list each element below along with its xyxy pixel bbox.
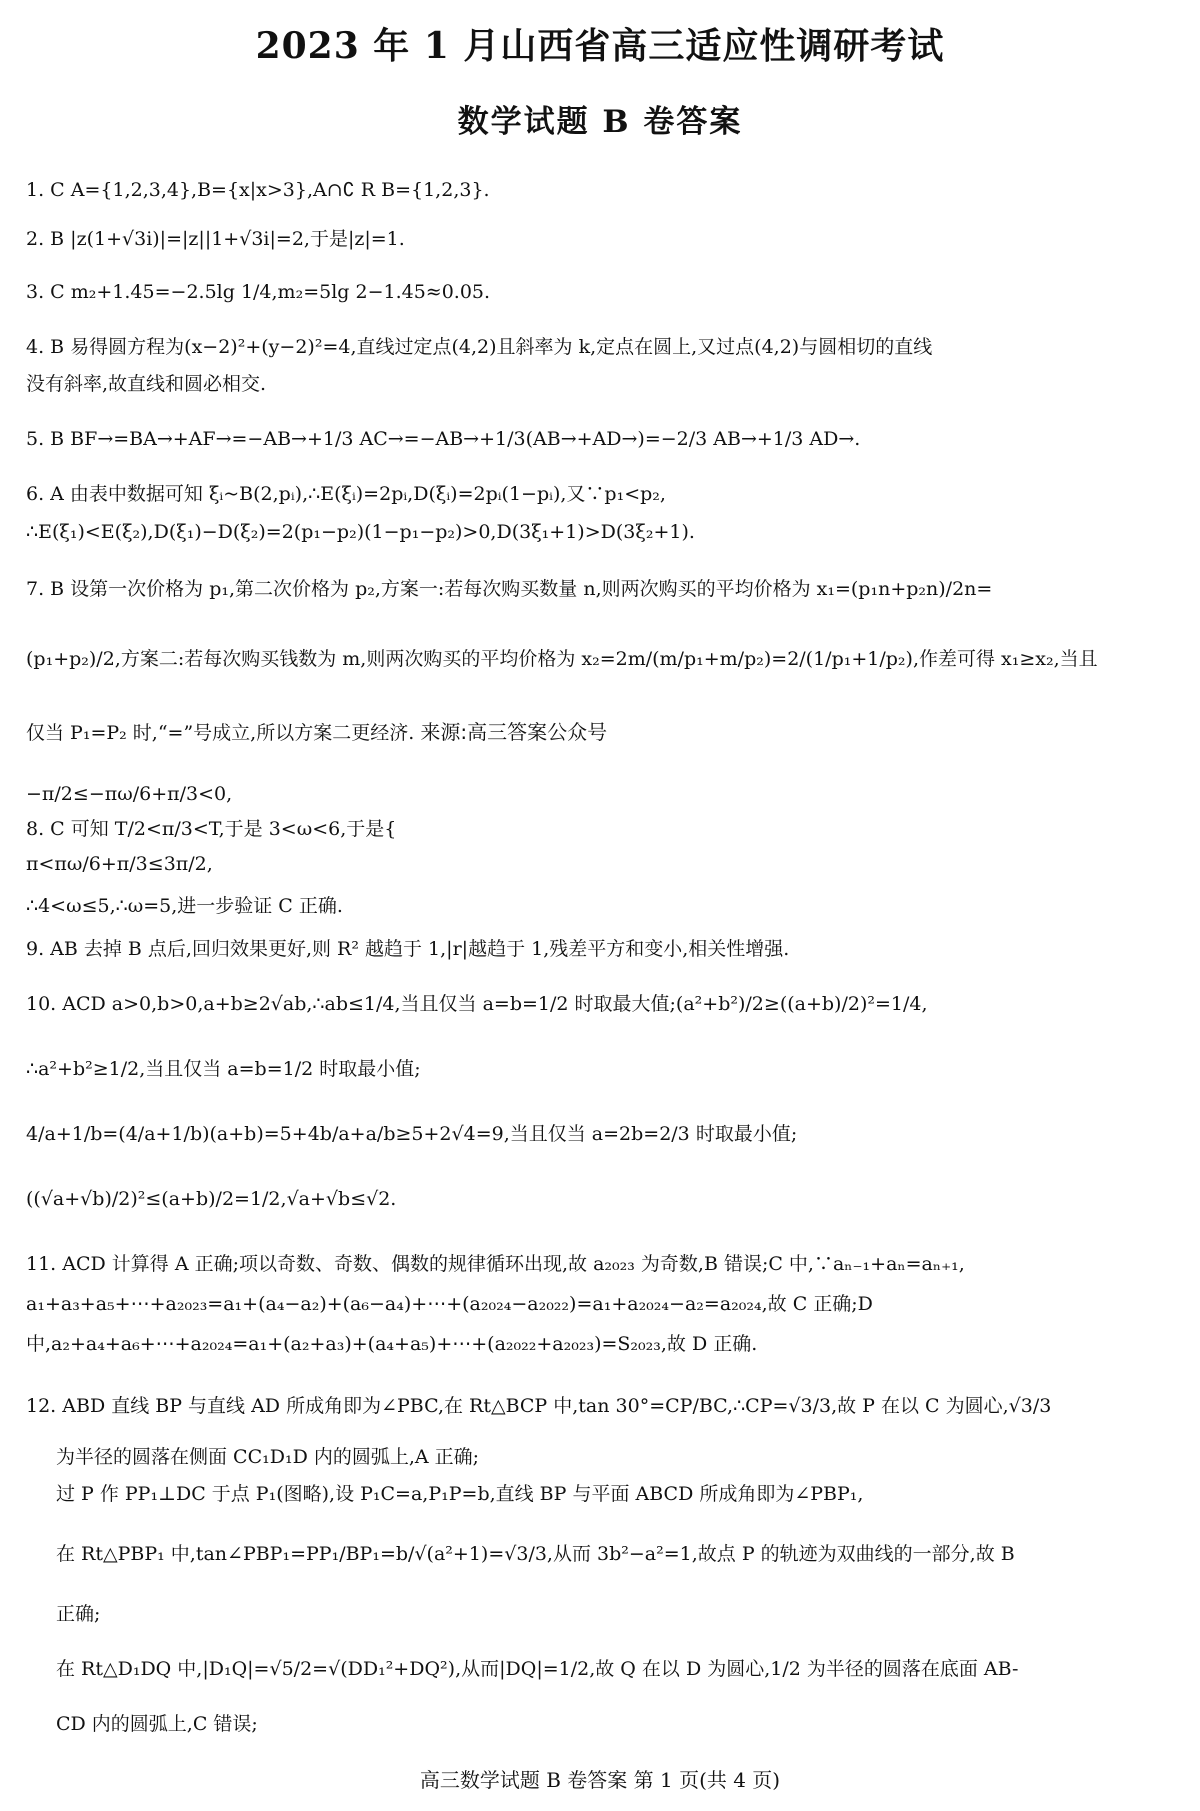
- answer-8-line-4: ∴4<ω≤5,∴ω=5,进一步验证 C 正确.: [26, 895, 343, 917]
- answer-12-line-5: 正确;: [56, 1603, 101, 1625]
- answer-4-line-2: 没有斜率,故直线和圆必相交.: [26, 373, 267, 395]
- answer-9: 9. AB 去掉 B 点后,回归效果更好,则 R² 越趋于 1,|r|越趋于 1,残差平方和变小,相关性增强.: [26, 938, 790, 960]
- answer-8-line-3: π<πω/6+π/3≤3π/2,: [26, 853, 213, 875]
- page-title: 2023 年 1 月山西省高三适应性调研考试: [255, 25, 945, 67]
- answer-2: 2. B |z(1+√3i)|=|z||1+√3i|=2,于是|z|=1.: [26, 228, 405, 250]
- answer-7-line-1: 7. B 设第一次价格为 p₁,第二次价格为 p₂,方案一:若每次购买数量 n,则两次购买的平均价格为 x₁=(p₁n+p₂n)/2n=: [26, 578, 993, 600]
- page-footer: 高三数学试题 B 卷答案 第 1 页(共 4 页): [419, 1768, 781, 1792]
- answer-12-line-3: 过 P 作 PP₁⊥DC 于点 P₁(图略),设 P₁C=a,P₁P=b,直线 BP 与平面 ABCD 所成角即为∠PBP₁,: [56, 1483, 864, 1505]
- answer-10-line-1: 10. ACD a>0,b>0,a+b≥2√ab,∴ab≤1/4,当且仅当 a=b=1/2 时取最大值;(a²+b²)/2≥((a+b)/2)²=1/4,: [26, 993, 928, 1015]
- answer-6-line-1: 6. A 由表中数据可知 ξᵢ~B(2,pᵢ),∴E(ξᵢ)=2pᵢ,D(ξᵢ)=2pᵢ(1−pᵢ),又∵p₁<p₂,: [26, 483, 666, 505]
- answer-11-line-3: 中,a₂+a₄+a₆+⋯+a₂₀₂₄=a₁+(a₂+a₃)+(a₄+a₅)+⋯+(a₂₀₂₂+a₂₀₂₃)=S₂₀₂₃,故 D 正确.: [26, 1333, 758, 1355]
- answer-12-line-4: 在 Rt△PBP₁ 中,tan∠PBP₁=PP₁/BP₁=b/√(a²+1)=√3/3,从而 3b²−a²=1,故点 P 的轨迹为双曲线的一部分,故 B: [56, 1543, 1015, 1565]
- answer-11-line-2: a₁+a₃+a₅+⋯+a₂₀₂₃=a₁+(a₄−a₂)+(a₆−a₄)+⋯+(a₂₀₂₄−a₂₀₂₂)=a₁+a₂₀₂₄−a₂=a₂₀₂₄,故 C 正确;D: [26, 1293, 873, 1315]
- answer-12-line-1: 12. ABD 直线 BP 与直线 AD 所成角即为∠PBC,在 Rt△BCP 中,tan 30°=CP/BC,∴CP=√3/3,故 P 在以 C 为圆心,√3/3: [26, 1395, 1052, 1417]
- answer-4-line-1: 4. B 易得圆方程为(x−2)²+(y−2)²=4,直线过定点(4,2)且斜率为 k,定点在圆上,又过点(4,2)与圆相切的直线: [26, 336, 933, 358]
- answer-8-line-1: −π/2≤−πω/6+π/3<0,: [26, 783, 233, 805]
- answer-6-line-2: ∴E(ξ₁)<E(ξ₂),D(ξ₁)−D(ξ₂)=2(p₁−p₂)(1−p₁−p₂)>0,D(3ξ₁+1)>D(3ξ₂+1).: [26, 521, 695, 543]
- answer-11-line-1: 11. ACD 计算得 A 正确;项以奇数、奇数、偶数的规律循环出现,故 a₂₀₂₃ 为奇数,B 错误;C 中,∵aₙ₋₁+aₙ=aₙ₊₁,: [26, 1253, 965, 1275]
- answer-1: 1. C A={1,2,3,4},B={x|x>3},A∩∁ R B={1,2,3}.: [26, 179, 490, 201]
- answer-10-line-2: ∴a²+b²≥1/2,当且仅当 a=b=1/2 时取最小值;: [26, 1058, 421, 1080]
- answer-3: 3. C m₂+1.45=−2.5lg 1/4,m₂=5lg 2−1.45≈0.05.: [26, 281, 491, 303]
- answer-7-line-3: [26, 718, 1176, 747]
- answer-12-line-7: CD 内的圆弧上,C 错误;: [56, 1713, 258, 1735]
- answer-10-line-4: ((√a+√b)/2)²≤(a+b)/2=1/2,√a+√b≤√2.: [26, 1188, 397, 1210]
- answer-8-line-2: 8. C 可知 T/2<π/3<T,于是 3<ω<6,于是{: [26, 818, 397, 840]
- answer-7-text: 仅当 P₁=P₂ 时,“=”号成立,所以方案二更经济.: [26, 722, 415, 744]
- answer-7-line-2: (p₁+p₂)/2,方案二:若每次购买钱数为 m,则两次购买的平均价格为 x₂=2m/(m/p₁+m/p₂)=2/(1/p₁+1/p₂),作差可得 x₁≥x₂,当且: [26, 648, 1098, 670]
- answer-12-line-6: 在 Rt△D₁DQ 中,|D₁Q|=√5/2=√(DD₁²+DQ²),从而|DQ|=1/2,故 Q 在以 D 为圆心,1/2 为半径的圆落在底面 AB-: [56, 1658, 1019, 1680]
- page-subtitle: 数学试题 B 卷答案: [457, 104, 743, 140]
- answer-5: 5. B BF→=BA→+AF→=−AB→+1/3 AC→=−AB→+1/3(AB→+AD→)=−2/3 AB→+1/3 AD→.: [26, 428, 861, 450]
- answer-12-line-2: 为半径的圆落在侧面 CC₁D₁D 内的圆弧上,A 正确;: [56, 1446, 480, 1468]
- source-note: 来源:高三答案公众号: [420, 720, 608, 744]
- answer-10-line-3: 4/a+1/b=(4/a+1/b)(a+b)=5+4b/a+a/b≥5+2√4=9,当且仅当 a=2b=2/3 时取最小值;: [26, 1123, 798, 1145]
